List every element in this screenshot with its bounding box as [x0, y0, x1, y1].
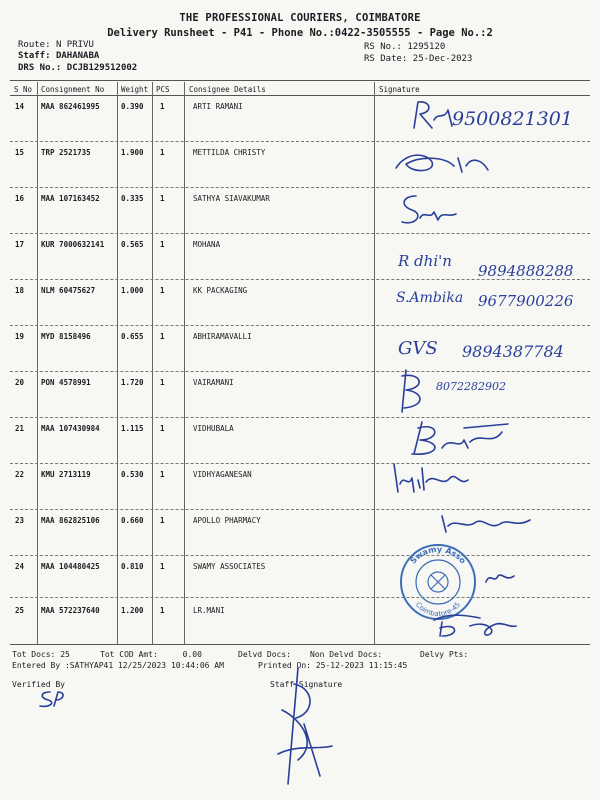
row-sno: 16 [15, 194, 25, 203]
handwritten-name-18: S.Ambika [396, 290, 464, 306]
row-consignment: MAA 862461995 [41, 102, 100, 111]
handwritten-name-16 [400, 196, 452, 214]
row-weight: 0.565 [121, 240, 144, 249]
handwritten-phone-19: 9894387784 [462, 342, 564, 361]
table-top-rule [10, 80, 590, 81]
row-consignment: KMU 2713119 [41, 470, 91, 479]
rs-no-label: RS No.: [364, 42, 402, 52]
rs-no-line [364, 42, 445, 52]
stamp-top-text: Swamy Asso [408, 544, 468, 566]
header-pcs: PCS [156, 85, 170, 94]
staff-signature-label: Staff Signature [270, 680, 343, 689]
row-pcs: 1 [160, 378, 165, 387]
signature-25 [430, 606, 520, 642]
row-weight: 0.390 [121, 102, 144, 111]
row-pcs: 1 [160, 562, 165, 571]
row-weight: 0.530 [121, 470, 144, 479]
row-sno: 24 [15, 562, 25, 571]
col-divider [37, 82, 38, 644]
route-value: N PRIVU [55, 40, 94, 50]
handwritten-name-17: R dhi'n [398, 252, 452, 270]
row-separator [10, 555, 590, 556]
row-weight: 1.200 [121, 606, 144, 615]
row-consignment: MAA 572237640 [41, 606, 100, 615]
signature-23 [436, 508, 536, 536]
row-consignment: TRP 2521735 [41, 148, 91, 157]
row-pcs: 1 [160, 148, 165, 157]
row-consignment: MAA 104480425 [41, 562, 100, 571]
total-cod-value: 0.00 [182, 650, 202, 659]
row-consignee: APOLLO PHARMACY [193, 516, 261, 525]
row-pcs: 1 [160, 332, 165, 341]
row-pcs: 1 [160, 102, 165, 111]
row-consignee: VAIRAMANI [193, 378, 234, 387]
row-pcs: 1 [160, 194, 165, 203]
handwritten-phone-17: 9894888288 [478, 262, 574, 280]
header-consignment: Consignment No [41, 85, 105, 94]
signature-14 [408, 98, 458, 134]
rs-no-value: 1295120 [407, 42, 446, 52]
row-weight: 1.115 [121, 424, 144, 433]
row-consignee: VIDHYAGANESAN [193, 470, 252, 479]
entered-by: Entered By :SATHYAP41 12/25/2023 10:44:06 AM [12, 661, 224, 670]
verified-by-label: Verified By [12, 680, 65, 689]
total-docs-value: 25 [60, 650, 70, 659]
row-sno: 25 [15, 606, 25, 615]
row-sno: 22 [15, 470, 25, 479]
row-weight: 0.660 [121, 516, 144, 525]
row-consignment: MAA 107430984 [41, 424, 100, 433]
row-pcs: 1 [160, 424, 165, 433]
rs-date-value: 25-Dec-2023 [412, 54, 473, 64]
delivery-points [420, 650, 468, 659]
row-consignee: LR.MANI [193, 606, 225, 615]
row-pcs: 1 [160, 470, 165, 479]
row-separator [10, 597, 590, 598]
header-consignee: Consignee Details [189, 85, 266, 94]
non-delivered-docs-label: Non Delvd Docs: [310, 650, 383, 659]
row-pcs: 1 [160, 606, 165, 615]
row-consignment: MAA 862825106 [41, 516, 100, 525]
staff-signature-mark [258, 664, 338, 794]
stamp-bottom-text: Coimbatore-45 [413, 600, 463, 619]
row-sno: 21 [15, 424, 25, 433]
signature-15 [392, 146, 492, 180]
svg-text:Swamy Asso [408, 545, 467, 566]
row-sno: 20 [15, 378, 25, 387]
signature-24 [482, 568, 518, 588]
row-weight: 1.720 [121, 378, 144, 387]
signature-22 [386, 458, 476, 498]
row-weight: 1.000 [121, 286, 144, 295]
header-weight: Weight [121, 85, 149, 94]
row-separator [10, 187, 590, 188]
row-pcs: 1 [160, 240, 165, 249]
row-separator [10, 463, 590, 464]
row-separator [10, 371, 590, 372]
row-consignment: KUR 7000632141 [41, 240, 105, 249]
row-consignee: SWAMY ASSOCIATES [193, 562, 266, 571]
verifier-signature [36, 688, 66, 710]
drs-value: DCJB129512002 [66, 63, 138, 73]
row-sno: 23 [15, 516, 25, 525]
drs-label: DRS No.: [18, 63, 62, 73]
row-consignee: METTILDA CHRISTY [193, 148, 266, 157]
row-weight: 0.655 [121, 332, 144, 341]
row-consignment: MYD 8158496 [41, 332, 91, 341]
non-delivered-docs [310, 650, 382, 659]
company-title: THE PROFESSIONAL COURIERS, COIMBATORE [179, 12, 421, 24]
row-sno: 14 [15, 102, 25, 111]
col-divider [374, 82, 375, 644]
row-weight: 0.335 [121, 194, 144, 203]
col-divider [117, 82, 118, 644]
total-docs-label: Tot Docs: [12, 650, 56, 659]
row-pcs: 1 [160, 286, 165, 295]
col-divider [184, 82, 185, 644]
total-cod [100, 650, 202, 659]
rs-date-line [364, 54, 472, 64]
route-label: Route: [18, 40, 51, 50]
signature-20 [392, 366, 436, 418]
row-separator [10, 325, 590, 326]
row-consignee: ARTI RAMANI [193, 102, 243, 111]
row-consignee: MOHANA [193, 240, 221, 249]
row-separator [10, 141, 590, 142]
row-sno: 19 [15, 332, 25, 341]
delivered-docs-label: Delvd Docs: [238, 650, 291, 659]
rs-date-label: RS Date: [364, 54, 408, 64]
row-sno: 18 [15, 286, 25, 295]
drs-line [18, 63, 137, 73]
handwritten-phone-20: 8072282902 [436, 380, 506, 393]
handwritten-phone-14: 9500821301 [452, 108, 573, 130]
header-sno: S No [14, 85, 33, 94]
col-divider [152, 82, 153, 644]
staff-label: Staff: [18, 51, 51, 61]
row-consignee: KK PACKAGING [193, 286, 248, 295]
table-bottom-rule [10, 644, 590, 645]
total-docs [12, 650, 70, 659]
row-weight: 0.810 [121, 562, 144, 571]
handwritten-phone-18: 9677900226 [478, 292, 574, 310]
printed-on: Printed On: 25-12-2023 11:15:45 [258, 661, 408, 670]
delivery-points-label: Delvy Pts: [420, 650, 469, 659]
table-header-rule [10, 95, 590, 96]
row-pcs: 1 [160, 516, 165, 525]
row-consignee: SATHYA SIAVAKUMAR [193, 194, 270, 203]
row-consignment: NLM 60475627 [41, 286, 96, 295]
staff-line [18, 51, 99, 61]
row-consignment: MAA 107163452 [41, 194, 100, 203]
row-separator [10, 233, 590, 234]
total-cod-label: Tot COD Amt: [100, 650, 158, 659]
row-sno: 15 [15, 148, 25, 157]
row-sno: 17 [15, 240, 25, 249]
handwritten-name-19: GVS [398, 338, 438, 359]
row-consignment: PON 4578991 [41, 378, 91, 387]
header-signature: Signature [379, 85, 420, 94]
signature-21 [404, 414, 514, 460]
staff-value: DAHANABA [55, 51, 100, 61]
runsheet-subtitle: Delivery Runsheet - P41 - Phone No.:0422-3505555 - Page No.:2 [107, 27, 493, 39]
row-weight: 1.900 [121, 148, 144, 157]
row-consignee: VIDHUBALA [193, 424, 234, 433]
delivered-docs [238, 650, 291, 659]
route-line [18, 40, 94, 50]
row-consignee: ABHIRAMAVALLI [193, 332, 252, 341]
